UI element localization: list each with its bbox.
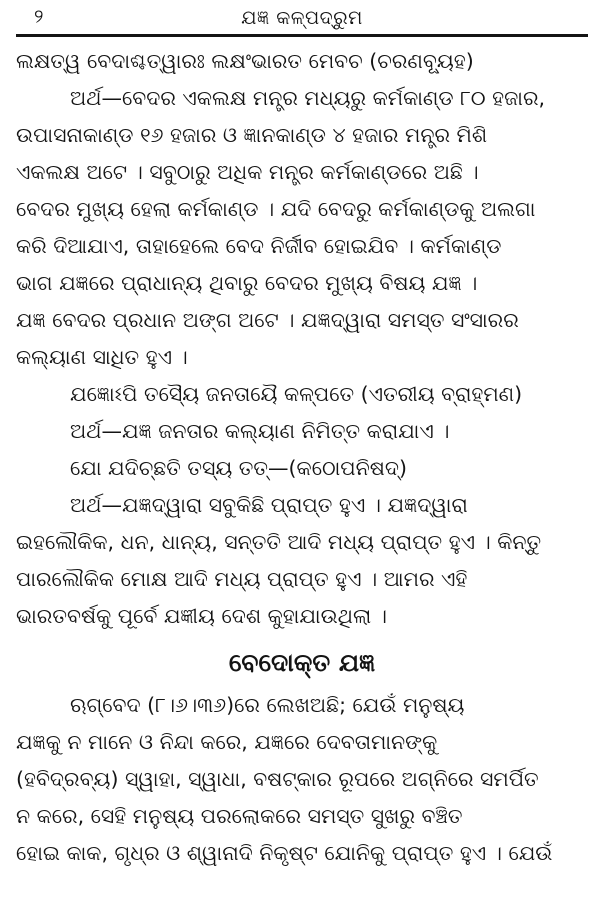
section-heading: ବେଦୋକ୍ତ ଯଜ୍ଞ [228,648,376,677]
body-text [16,43,588,872]
text-line: ଋଗ୍‌ବେଦ (୮।୬।୩୬)ରେ ଲେଖଅଛି; ଯେଉଁ ମନୁଷ୍ୟ [70,693,465,717]
page-number: ୨ [34,6,44,28]
text-line: ଯୋ ଯଦିଚ୍ଛତି ତସ୍ୟ ତତ୍—(କଠୋପନିଷଦ୍) [70,456,407,480]
text-line: ଇହଲୌକିକ, ଧନ, ଧାନ୍ୟ, ସନ୍ତତି ଆଦି ମଧ୍ୟ ପ୍ରାପ୍ତ ହୁଏ । କିନ୍ତୁ [16,530,542,554]
text-line: ଯଜ୍ଞ ବେଦର ପ୍ରଧାନ ଅଙ୍ଗ ଅଟେ । ଯଜ୍ଞଦ୍ୱାରା ସମସ୍ତ ସଂସାରର [16,308,519,332]
text-line: ଏକଲକ୍ଷ ଅଟେ । ସବୁଠାରୁ ଅଧିକ ମନ୍ତ୍ର କର୍ମକାଣ୍ଡରେ ଅଛି । [16,160,479,184]
text-line: ଭାରତବର୍ଷକୁ ପୂର୍ବେ ଯଜ୍ଞୀୟ ଦେଶ କୁହାଯାଉଥିଲା । [16,604,387,628]
text-line: (ହବିଦ୍ରବ୍ୟ) ସ୍ୱାହା, ସ୍ୱାଧା, ବଷଟ୍‌କାର ରୂପରେ ଅଗ୍ନିରେ ସମର୍ପିତ [16,767,539,791]
page-header [16,0,588,34]
text-line: ବେଦର ମୁଖ୍ୟ ହେଲା କର୍ମକାଣ୍ଡ । ଯଦି ବେଦରୁ କର୍ମକାଣ୍ଡକୁ ଅଲଗା [16,197,536,221]
text-line: ଅର୍ଥ—ଯଜ୍ଞଦ୍ୱାରା ସବୁକିଛି ପ୍ରାପ୍ତ ହୁଏ । ଯଜ୍ଞଦ୍ୱାରା [70,493,468,517]
running-title: ଯଜ୍ଞ କଳ୍ପଦ୍ରୁମ [241,7,363,29]
text-line: ହୋଇ କାକ, ଗୃଧ୍ର ଓ ଶ୍ୱାନାଦି ନିକୃଷ୍ଟ ଯୋନିକୁ ପ୍ରାପ୍ତ ହୁଏ । ଯେଉଁ [16,841,553,865]
text-line: ଅର୍ଥ—ବେଦର ଏକଲକ୍ଷ ମନ୍ତ୍ର ମଧ୍ୟରୁ କର୍ମକାଣ୍ଡ ୮୦ ହଜାର, [70,86,546,110]
text-line: ନ କରେ, ସେହି ମନୁଷ୍ୟ ପରଲୋକରେ ସମସ୍ତ ସୁଖରୁ ବଞ୍ଚିତ [16,804,463,828]
text-line: ପାରଲୌକିକ ମୋକ୍ଷ ଆଦି ମଧ୍ୟ ପ୍ରାପ୍ତ ହୁଏ । ଆମର ଏହି [16,567,468,591]
text-line: ଯଜ୍ଞକୁ ନ ମାନେ ଓ ନିନ୍ଦା କରେ, ଯଜ୍ଞରେ ଦେବତାମାନଙ୍କୁ [16,730,438,754]
text-line: କଲ୍ୟାଣ ସାଧିତ ହୁଏ । [16,345,188,369]
header-rule [16,34,588,37]
text-line: ଲକ୍ଷତ୍ୱ ବେଦାଶ୍ଚତ୍ୱାରଃ ଲକ୍ଷଂଭାରତ ମେବଚ (ଚରଣବ୍ୟୂହ) [16,49,474,73]
text-line: ଉପାସନାକାଣ୍ଡ ୧୬ ହଜାର ଓ ଜ୍ଞାନକାଣ୍ଡ ୪ ହଜାର ମନ୍ତ୍ର ମିଶି [16,123,488,147]
text-line: ଯଜ୍ଞୋଽପି ତସ୍ୟୈ ଜନତାୟୈ କଳ୍ପତେ (ଏତରୀୟ ବ୍ରାହ୍ମଣ) [70,382,523,406]
text-line: ଅର୍ଥ—ଯଜ୍ଞ ଜନତାର କଲ୍ୟାଣ ନିମିତ୍ତ କରାଯାଏ । [70,419,450,443]
text-line: କରି ଦିଆଯାଏ, ତାହାହେଲେ ବେଦ ନିର୍ଜୀବ ହୋଇଯିବ । କର୍ମକାଣ୍ଡ [16,234,502,258]
text-line: ଭାଗ ଯଜ୍ଞରେ ପ୍ରାଧାନ୍ୟ ଥିବାରୁ ବେଦର ମୁଖ୍ୟ ବିଷୟ ଯଜ୍ଞ । [16,271,478,295]
